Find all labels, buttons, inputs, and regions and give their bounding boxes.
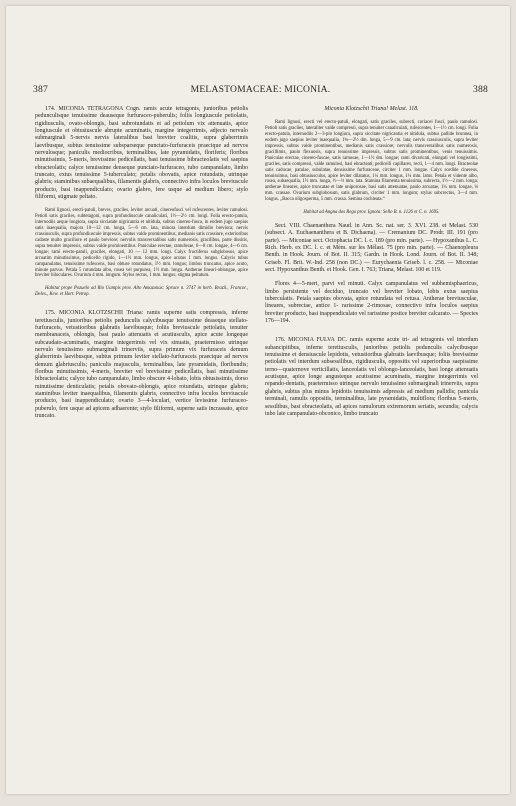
species-174-description: 174. MICONIA TETRAGONA Cogn. ramis acute tetragonis, junioribus petiolis pedunculisque tenuissime deauseque furfuraceo-puberulis; foliis longiuscule petiolatis, rigidiusculis, ovato-oblongis, basi subrotundatis et ad petiolum vix attenuatis, apice longiuscule et obtusiuscule abrupte acuminatis, margine integerrimis, adjecto nervulo submarginali 5-nervis nervis lateralibus basi breviter coalitis, supra glaberrimis laevibusque, subtus tenuissime subsparseque punctato-furfuraceis praecique ad nervos nervulosque; paniculis mediocribus, terminalibus, late pyramidatis, floriferis; floribus minutissimis, 5-meris, brevissime pedicellatis, basi tenuissime bibracteolatis vel saepius ebracteolatis; calyce tenuissime denseque punctato-furfuraceo, tubo campanulato, limbo truncato, extus tenuissime 5-tuberculato; petalis obovatis, apice rotundatis, utrinque glabris; staminibus subaequalibus, filamentis glabris, connectivo infra loculos breviuscule producto, basi inappendiculato; ovario glabro, fere usque ad medium libero; stylo filiformi, stigmate peltato. [35, 106, 248, 201]
running-title: MELASTOMACEAE: MICONIA. [190, 84, 331, 95]
species-175-synonym: Miconia Klotzschii Triana! Melast. 118. [324, 106, 419, 112]
page-header [33, 84, 488, 98]
species-174-notes: Rami lignosi, erecti-patuli, breves, graciles, leviter arcuati, cinereofusci vel rufescentes, leviter ramulosi. Petioli satis graciles, subtetagoni, supra profundiuscule canaliculati, 1½—2½ cm. longi. Folia erecto-patula, internodiis aeque longiora, supra sicciatate nigricantia et nitidula, subtus cinereo-fusca, in eodem jugo saepius satis inaequalia, majora 10—12 cm. longa, 5—6 cm. lata, minora interdum dimidio breviora; nervis crassiusculis, supra profundiuscule impressis, subtus valde prominentibus, medianis satis crassiore, exterioribus cadaste multo graciliore et paulo breviore; nervulis transversalibus satis numerosis, gracilibus, parte dissitis, supra tenuiter impressis, subtus valde prominentibus. Paniculae erectae, ramulosae, 6—8 cm. longae, 4—6 cm. longae; rami erecto-patuli, graciles, elongati, 10 — 12 mm. longi. Calyx fructiferus subglobosus, apice arcuatim minutissimus, pedicello rigido, 1—1½ mm. longus, apice acutus 1 mm. longus. Calycis tubus campanulatus, tenuissime rufescens, basi obtuse rotundatus, 1½ mm. longus; limbus truncatus, apice acuto, minute parvus. Petala 5 rotundata albo, rosea vel purpurea, 1½ mm. longa. Antherae lineari-oblongae, apice breviter biloculares. Ovarium 4 mm. longum. Stylus rectus, 1 mm. longus; stigma peltatum. [35, 208, 248, 279]
species-175-habitat: Habitat ad Angna dos Rego prov. Ignota: Sello B. n. 1126 et C. n. 1695. [303, 210, 440, 216]
section-viii-description: Flores 4—5-meri, parvi vel minuti. Calyx campanulatus vel subhemisphaericus, limbo persistente vel deciduo, truncato vel breviter lobato, lobis extus saepius tuberculatis. Petala saepius obovata, apice rotundata vel retusa. Antherae breviusculae, lineares, subrectae, antice 1- rarissime 2-rimosae, connectivo infra loculos saepius breviter producto, basi inappendiculato vel rarissime postice breviter calcarato. — Species 176—194. [265, 281, 478, 325]
species-174-habitat: Habitat prope Pozuelo ad Rio Uampis prov. Alto Amazonas: Spruce n. 3747 in herb. Brazil., Francor., Deles., Kew. et Hort. Petrop. [35, 286, 248, 298]
species-175-description: 175. MICONIA KLOTZSCHII Triana: ramis superne satis compressis, inferne teretiusculis, junioribus petiolis pedunculis calycibusque tenuissime deaseque stellato-furfuraceis, vetustioribus glabratis laevibusque; foliis breviuscule petiolatis, tenuiter membranaceis, oblongis, basi paulo attenuatis et acutiusculis, apice acute longeque subcaudato-acuminatis, margine integerrimis vel vix sinuatis, praetermisso utrinque nervulo tenuissimo submarginali trinerviis, supra primum vix furfuraceis demum glaberrimis laevibusque, subtus primum leviter stellato-furfuraceis praecique ad nervos demum glabriusculis; paniculis majusculis, terminalibus, late pyramidatis, floribundis; floribus minutissimis, 4-meris, breviter vel brevissime pedicellatis, basi minutissime bibracteolatis; calyce tubo campanulato, limbo obscure 4-lobato, lobis obtusissimis, dorso minutissime denticulatis; petalis obovato-oblongis, apice rotundatis, utrinque glabris; staminibus leviter inaequalibus, filamentis glabris, connectivo infra loculos breviuscule producto, basi inappendiculato; ovario 3—4-loculari, vertice levissime furfuraceo-puberulo, fere usque ad apicem adhaerente; stylo filiformi, superne satis incrassato, apice truncato. [35, 310, 248, 419]
book-page [6, 6, 510, 794]
page-number-right: 388 [473, 84, 488, 95]
species-175-notes: Rami lignosi, erecti vel erecto-patuli, elongati, satis graciles, subrecti, coriacei fusci, paulo ramulosi. Petioli satis graciles, lateraliter valde compressi, supra tenuiter canaliculati, rufescentes, 1—1½ cm. longi. Folia erecto-patula, internodiis 2—3-plo longiora, supra siccitate nigricantia et nitidula, subtus pallide brunnea, in eodem jugo saepius leviter inaequalia, 1¾—2½ dm. longa, 5—9 cm. lata; nervis crassiusculis, supra leviter impressis, subtus valde prominentibus, medianis satis crassiore; nervulis transversalibus satis numerosis, gracillimis, paulo flexuosis, supra tenuissime impressis, subtus satis prominentibus, venis tenuissimis. Paniculae erectae, cinereo-fuscae, satis ramosae, 1—1½ dm. longae; rami divaricati, elongati vel longissimi, graciles, satis compressi, valde ramulosi, basi ebracteati; pedicelli capillares, recti, 1—4 mm. longi. Bracteolae satis caducae, patulae, subulatae, densissime furfuraceae, circiter 1 mm. longae. Calyx sordide cinereus, tenuissimus, basi obtusiusculus, apice leviter dilatatus, 1¼ mm. longus, 1¼ mm. latus. Petala et vidente albo, rosea, subaequalia, 1½ mm. longa, ½—⅔ mm. lata. Stamina filamenta tenuissima, subrecta, 1½—2 mm. longa; antherae lineares, apice truncatae et late uniporosae, basi satis attenuatae, paulo arcuatae, 1¼ mm. longae, ⅛ mm. crassae. Ovarium subglobosum, satis glabrum, circiter 1 mm. longum; stylus subcrectus, 3—4 mm. longus. „Bacca oligosperma, 5 mm. crassa. Semina cochleata.“ [265, 120, 478, 203]
section-viii-heading: Sect. VIII. Chaenanthera Naud. in Ann. Sc. nat. ser. 3. XVI. 238. et Melast. 530 (subsect. A. Euchaenanthera et B. Dichaena). — Cremanium DC. Prodr. III. 191 (pro parte). — Miconiae sect. Octophacia DC. l. c. 189 (pro min. parte). — Hypoxanthus L. C. Rich. Herb. ex DC. l. c. et Mém. sur les Mélast. 75 (pro min. parte). — Chaenopleura Benth. in Hook. Journ. of Bot. II. 315; Gardn. in Hook. Lond. Journ. of Bot. II. 348; Griseb. Fl. Brit. W.-Ind. 258 (non DC.) — Eurychaenia Griseb. l. c. 258. — Miconiae sect. Hypoxanthus Benth. et Hook. Gen. I. 763; Triana, Melast. 100 et 119. [265, 222, 478, 273]
species-176-description: 176. MICONIA FULVA DC. ramis superne acute tri- ad tetragonis vel interdum subancipitibus, inferne teretiusculis, junioribus petiolis pedunculis calycibusque tenuissime et densiuscule lepidotis, vetustioribus glabratis laevibusque; foliis brevissime petiolatis vel interdum subsessilibus, rigidiusculis, oppositis vel superioribus saepissime terno—quaternove verticillatis, lanceolatis vel oblongo-lanceolatis, basi longe attenuatis acutisque, apice longe angusteque acutissime acuminatis, margine integerrimis vel repando-dentatis, praetermisso utrinque nervulo tenuissimo submarginali trinerviis, supra glabris, subtus plus minus lepidotis tenuissimis adpressis ad medium pallidis; panicula terminali, ramulis oppositis, terminalibus, late pyramidatis, multiflora; floribus 5-meris, sessilibus, basi ebracteolatis, ad apices ramulorum extremorum seriatis, secundis; calycis tubo late campanulato-obconico, limbo truncato [265, 337, 478, 417]
left-column [35, 106, 248, 420]
right-column [265, 106, 478, 418]
page-number-left: 387 [33, 84, 48, 95]
